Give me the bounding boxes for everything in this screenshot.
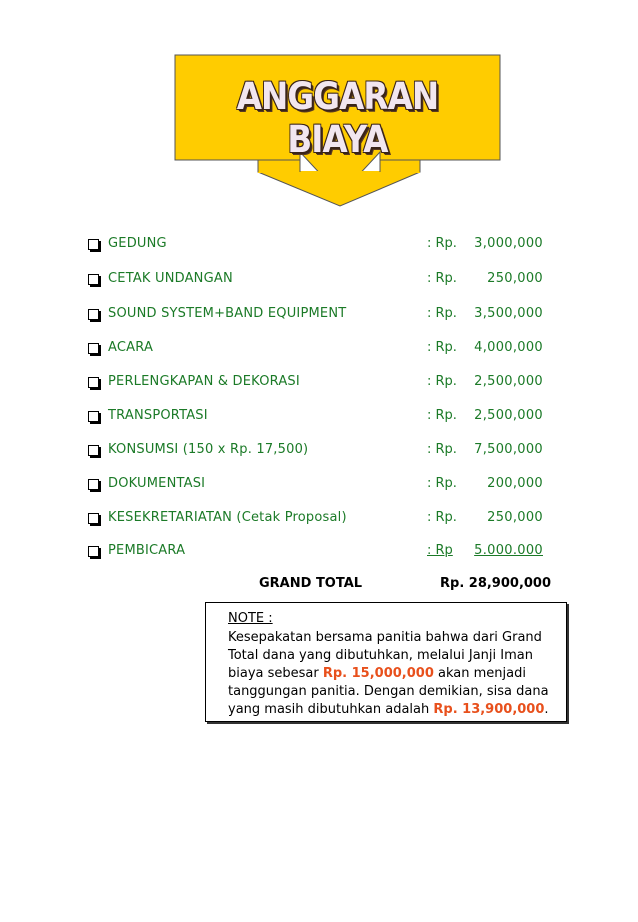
- budget-item: [88, 543, 548, 563]
- note-title: NOTE :: [228, 611, 273, 626]
- note-text-fragment: akan menjadi: [433, 666, 526, 681]
- budget-item: [88, 510, 548, 530]
- item-currency: : Rp.: [427, 306, 457, 321]
- item-amount: 200,000: [487, 476, 543, 491]
- budget-item: [88, 340, 548, 360]
- grand-total-value: Rp. 28,900,000: [440, 576, 552, 591]
- page-title: ANGGARAN BIAYA: [236, 75, 439, 161]
- item-currency: : Rp.: [427, 476, 457, 491]
- grand-total-label: GRAND TOTAL: [259, 576, 363, 591]
- note-text-fragment: yang masih dibutuhkan adalah: [228, 702, 434, 717]
- note-amount-highlight: Rp. 13,900,000: [433, 702, 545, 717]
- item-label: TRANSPORTASI: [108, 408, 208, 423]
- item-amount: 250,000: [487, 271, 543, 286]
- item-currency: : Rp.: [427, 408, 457, 423]
- note-line: Kesepakatan bersama panitia bahwa dari Grand: [228, 630, 542, 645]
- item-currency: : Rp.: [427, 340, 457, 355]
- checkbox-bullet-icon: [88, 513, 99, 524]
- item-amount: 250,000: [487, 510, 543, 525]
- checkbox-bullet-icon: [88, 479, 99, 490]
- item-amount: 5.000.000: [474, 543, 543, 558]
- item-label: KONSUMSI (150 x Rp. 17,500): [108, 442, 309, 457]
- budget-item: [88, 306, 548, 326]
- checkbox-bullet-icon: [88, 343, 99, 354]
- note-text-fragment: .: [544, 702, 549, 717]
- checkbox-bullet-icon: [88, 411, 99, 422]
- item-label: CETAK UNDANGAN: [108, 271, 233, 286]
- checkbox-bullet-icon: [88, 239, 99, 250]
- budget-item: [88, 271, 548, 291]
- item-label: ACARA: [108, 340, 154, 355]
- item-amount: 3,000,000: [474, 236, 543, 251]
- checkbox-bullet-icon: [88, 445, 99, 456]
- note-line: [228, 701, 573, 719]
- item-currency: : Rp.: [427, 271, 457, 286]
- checkbox-bullet-icon: [88, 377, 99, 388]
- checkbox-bullet-icon: [88, 309, 99, 320]
- item-label: DOKUMENTASI: [108, 476, 206, 491]
- budget-item: [88, 236, 548, 256]
- item-amount: 2,500,000: [474, 374, 543, 389]
- item-currency: : Rp.: [427, 442, 457, 457]
- budget-item: [88, 408, 548, 428]
- title-banner: [0, 0, 638, 215]
- note-line: Total dana yang dibutuhkan, melalui Janji Iman: [228, 648, 533, 663]
- item-currency: : Rp: [427, 543, 453, 558]
- item-label: KESEKRETARIATAN (Cetak Proposal): [108, 510, 347, 525]
- note-line: [228, 665, 573, 683]
- item-amount: 2,500,000: [474, 408, 543, 423]
- budget-item: [88, 374, 548, 394]
- note-box: [205, 602, 567, 722]
- checkbox-bullet-icon: [88, 546, 99, 557]
- note-line: tanggungan panitia. Dengan demikian, sisa dana: [228, 684, 549, 699]
- item-label: PERLENGKAPAN & DEKORASI: [108, 374, 300, 389]
- note-text: [228, 629, 573, 719]
- item-label: SOUND SYSTEM+BAND EQUIPMENT: [108, 306, 347, 321]
- item-currency: : Rp.: [427, 510, 457, 525]
- budget-item: [88, 476, 548, 496]
- checkbox-bullet-icon: [88, 274, 99, 285]
- note-text-fragment: biaya sebesar: [228, 666, 323, 681]
- item-label: PEMBICARA: [108, 543, 186, 558]
- item-amount: 4,000,000: [474, 340, 543, 355]
- item-currency: : Rp.: [427, 374, 457, 389]
- note-amount-highlight: Rp. 15,000,000: [322, 666, 434, 681]
- item-currency: : Rp.: [427, 236, 457, 251]
- item-amount: 7,500,000: [474, 442, 543, 457]
- item-amount: 3,500,000: [474, 306, 543, 321]
- item-label: GEDUNG: [108, 236, 167, 251]
- budget-item: [88, 442, 548, 462]
